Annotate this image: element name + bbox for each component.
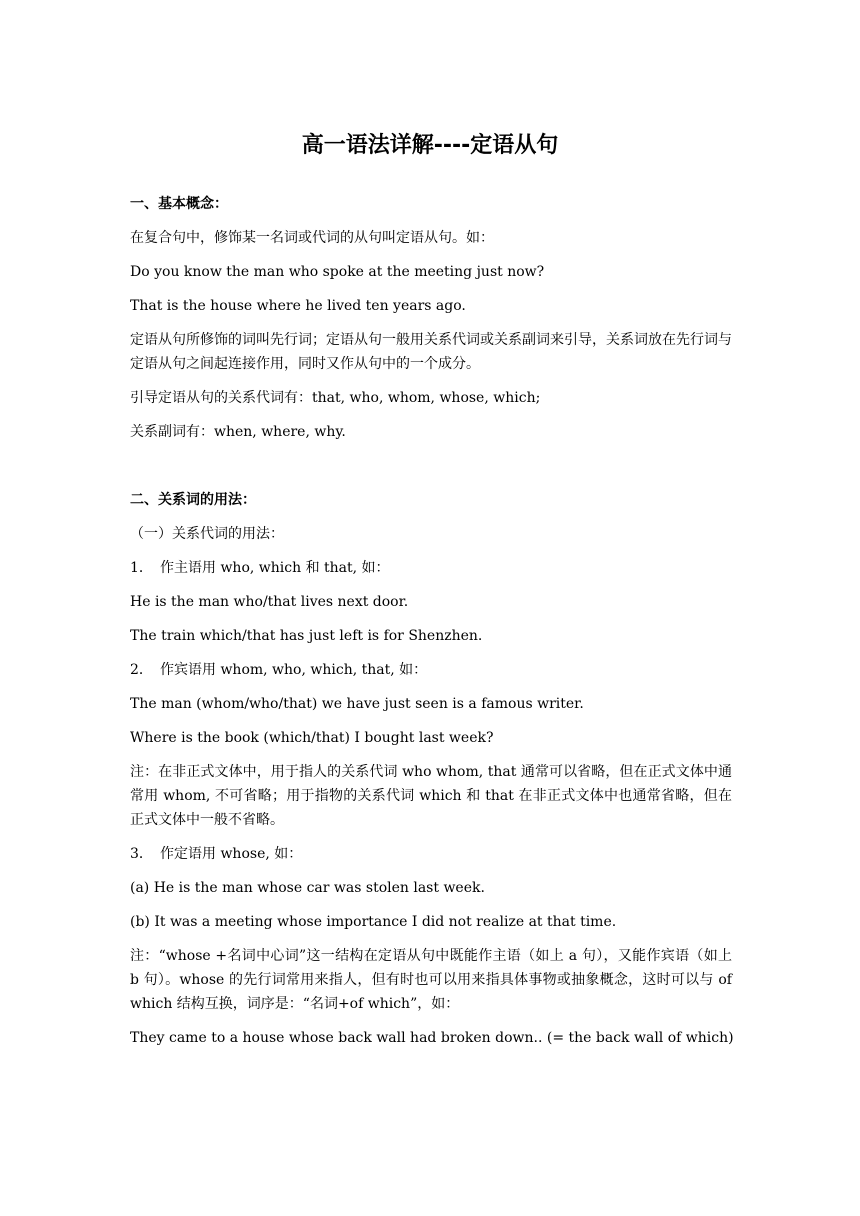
list-item-text: 作主语用 who, which 和 that, 如： [160, 560, 390, 576]
list-number: 3． [130, 846, 153, 862]
example-sentence: Do you know the man who spoke at the meeting just now? [130, 264, 545, 280]
example-sentence: The train which/that has just left is for Shenzhen. [130, 628, 483, 644]
note-paragraph: 注：在非正式文体中，用于指人的关系代词 who whom, that 通常可以省略，但在正式文体中通常用 whom, 不可省略；用于指物的关系代词 which 和 that 在非正式文体中也通常省略，但在正式文体中一般不省略。 [130, 764, 732, 828]
paragraph: 在复合句中，修饰某一名词或代词的从句叫定语从句。如： [130, 230, 494, 246]
list-item-text: 作定语用 whose, 如： [160, 846, 303, 862]
list-number: 2． [130, 662, 153, 678]
list-item [130, 658, 732, 692]
list-item [130, 842, 732, 876]
paragraph: 引导定语从句的关系代词有：that, who, whom, whose, which; [130, 390, 541, 406]
list-number: 1． [130, 560, 153, 576]
example-sentence: (a) He is the man whose car was stolen last week. [130, 880, 485, 896]
spacer [130, 454, 732, 488]
example-sentence: The man (whom/who/that) we have just seen is a famous writer. [130, 696, 584, 712]
paragraph: 关系副词有：when, where, why. [130, 424, 346, 440]
list-item [130, 556, 732, 590]
document-body [130, 192, 732, 1060]
example-sentence: That is the house where he lived ten years ago. [130, 298, 466, 314]
section-heading-basic-concept: 一、基本概念： [130, 196, 228, 212]
example-sentence: Where is the book (which/that) I bought last week? [130, 730, 494, 746]
paragraph: 定语从句所修饰的词叫先行词；定语从句一般用关系代词或关系副词来引导，关系词放在先行词与定语从句之间起连接作用，同时又作从句中的一个成分。 [130, 332, 732, 372]
note-paragraph: 注：“whose +名词中心词”这一结构在定语从句中既能作主语（如上 a 句），又能作宾语（如上 b 句）。whose 的先行词常用来指人，但有时也可以用来指具体事物或抽象概念，这时可以与 of which 结构互换，词序是：“名词+of which”，如： [130, 948, 732, 1012]
example-sentence: (b) It was a meeting whose importance I did not realize at that time. [130, 914, 617, 930]
section-heading-relative-words: 二、关系词的用法： [130, 492, 256, 508]
example-sentence: He is the man who/that lives next door. [130, 594, 409, 610]
subsection-heading: （一）关系代词的用法： [130, 526, 284, 542]
example-sentence: They came to a house whose back wall had broken down.. (= the back wall of which) [130, 1030, 734, 1046]
list-item-text: 作宾语用 whom, who, which, that, 如： [160, 662, 428, 678]
page-title: 高一语法详解----定语从句 [301, 133, 559, 158]
